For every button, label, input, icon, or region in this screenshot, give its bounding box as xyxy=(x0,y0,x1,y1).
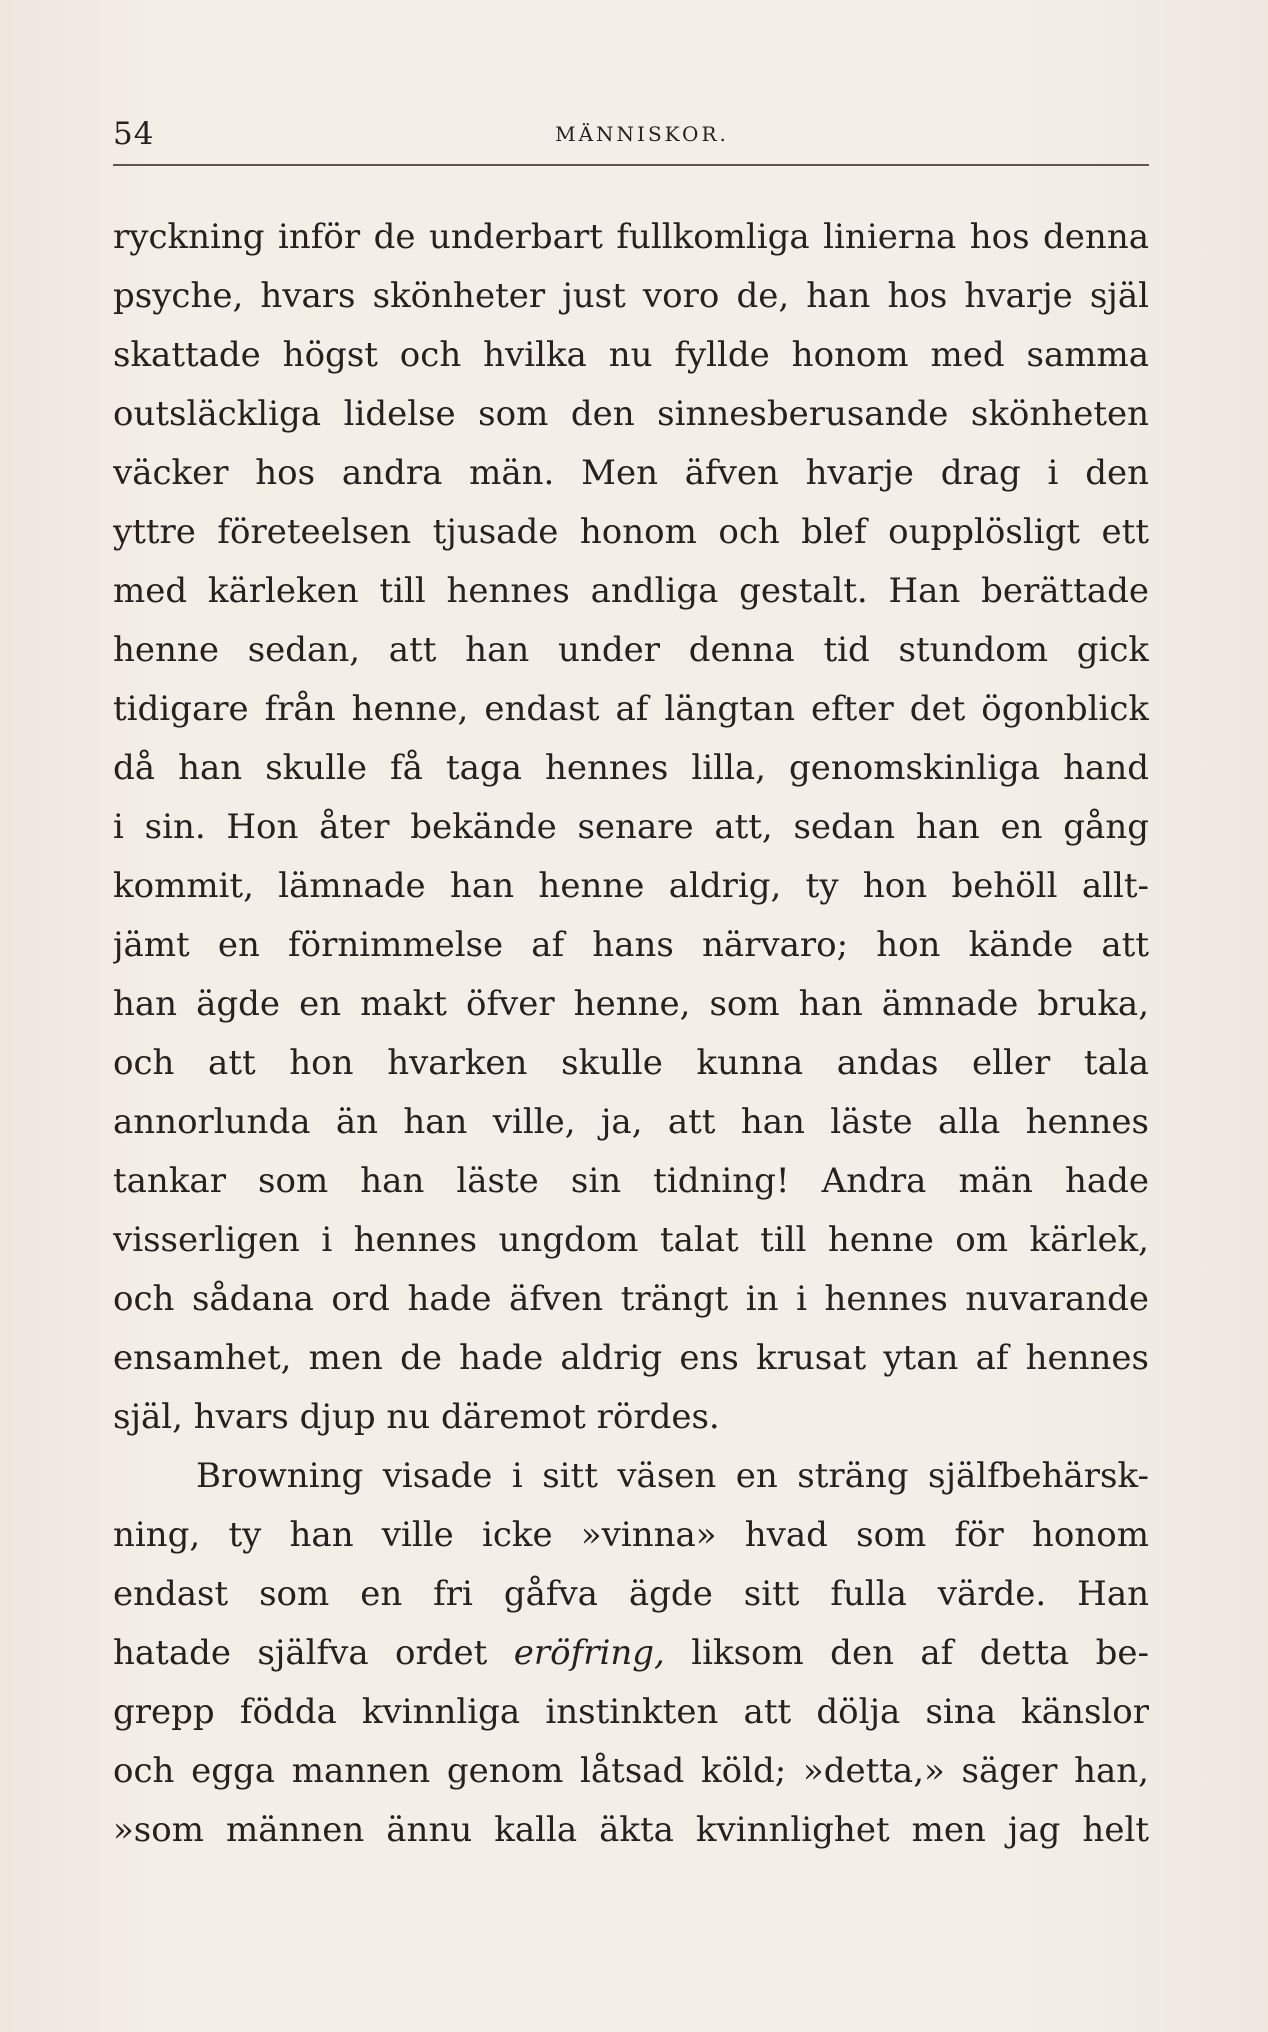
page-number: 54 xyxy=(113,116,155,152)
paragraph-start-line: Browning visade i sitt väsen en sträng själfbehärsk- xyxy=(196,1456,1149,1496)
text-line: henne sedan, att han under denna tid stundom gick xyxy=(113,630,1149,670)
text-line: yttre företeelsen tjusade honom och blef oupplösligt ett xyxy=(113,512,1149,552)
text-line: ensamhet, men de hade aldrig ens krusat ytan af hennes xyxy=(113,1338,1149,1378)
text-line: och egga mannen genom låtsad köld; »detta,» säger han, xyxy=(113,1751,1149,1791)
text-line: väcker hos andra män. Men äfven hvarje drag i den xyxy=(113,453,1149,493)
text-line: i sin. Hon åter bekände senare att, sedan han en gång xyxy=(113,807,1149,847)
text-line: kommit, lämnade han henne aldrig, ty hon behöll allt- xyxy=(113,866,1149,906)
text-line: grepp födda kvinnliga instinkten att dölja sina känslor xyxy=(113,1692,1149,1732)
text-line: och sådana ord hade äfven trängt in i hennes nuvarande xyxy=(113,1279,1149,1319)
text-line: skattade högst och hvilka nu fyllde honom med samma xyxy=(113,335,1149,375)
running-head: MÄNNISKOR. xyxy=(555,122,729,146)
text-line: psyche, hvars skönheter just voro de, han hos hvarje själ xyxy=(113,276,1149,316)
text-line: endast som en fri gåfva ägde sitt fulla värde. Han xyxy=(113,1574,1149,1614)
page-header xyxy=(113,112,1149,166)
line-segment: hatade själfva ordet xyxy=(113,1633,514,1673)
text-line: han ägde en makt öfver henne, som han ämnade bruka, xyxy=(113,984,1149,1024)
text-line: då han skulle få taga hennes lilla, genomskinliga hand xyxy=(113,748,1149,788)
text-line-with-italic xyxy=(113,1624,1149,1683)
text-line: ning, ty han ville icke »vinna» hvad som för honom xyxy=(113,1515,1149,1555)
italic-word: eröfring, xyxy=(513,1633,665,1673)
text-line: tidigare från henne, endast af längtan efter det ögonblick xyxy=(113,689,1149,729)
line-segment: liksom den af detta be- xyxy=(664,1633,1149,1673)
text-line: ryckning inför de underbart fullkomliga linierna hos denna xyxy=(113,217,1149,257)
text-line: med kärleken till hennes andliga gestalt. Han berättade xyxy=(113,571,1149,611)
text-line: jämt en förnimmelse af hans närvaro; hon kände att xyxy=(113,925,1149,965)
body-text xyxy=(113,208,1149,1860)
text-line: outsläckliga lidelse som den sinnesberusande skönheten xyxy=(113,394,1149,434)
paragraph-end-line: själ, hvars djup nu däremot rördes. xyxy=(113,1397,720,1437)
text-line: annorlunda än han ville, ja, att han läste alla hennes xyxy=(113,1102,1149,1142)
text-line: »som männen ännu kalla äkta kvinnlighet men jag helt xyxy=(113,1810,1149,1850)
text-line: tankar som han läste sin tidning! Andra män hade xyxy=(113,1161,1149,1201)
text-line: visserligen i hennes ungdom talat till henne om kärlek, xyxy=(113,1220,1149,1260)
text-line: och att hon hvarken skulle kunna andas eller tala xyxy=(113,1043,1149,1083)
